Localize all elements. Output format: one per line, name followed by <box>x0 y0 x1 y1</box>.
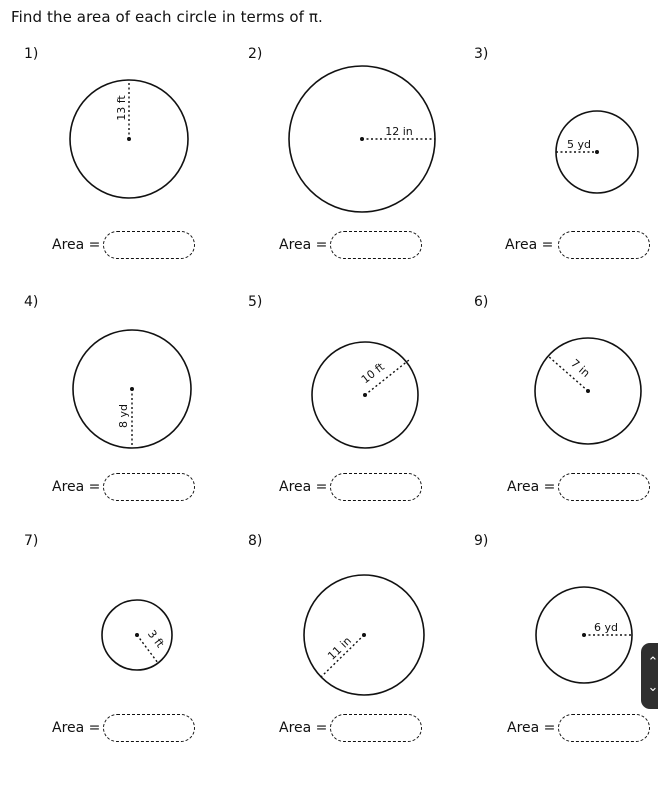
center-dot-6 <box>586 389 590 393</box>
area-label-4: Area = <box>52 479 101 495</box>
scroll-widget[interactable] <box>641 643 658 709</box>
problem-5-number: 5) <box>248 294 263 310</box>
problem-6-number: 6) <box>474 294 489 310</box>
answer-box-5[interactable] <box>330 473 422 501</box>
center-dot-2 <box>360 137 364 141</box>
answer-box-1[interactable] <box>103 231 195 259</box>
center-dot-5 <box>363 393 367 397</box>
problem-2-number: 2) <box>248 46 263 62</box>
area-label-9: Area = <box>507 720 556 736</box>
measure-label-4: 8 yd <box>117 404 130 428</box>
problem-7-number: 7) <box>24 533 39 549</box>
center-dot-7 <box>135 633 139 637</box>
area-label-1: Area = <box>52 237 101 253</box>
problem-1-number: 1) <box>24 46 39 62</box>
answer-box-2[interactable] <box>330 231 422 259</box>
measure-label-8: 11 in <box>325 634 354 663</box>
measure-label-7: 3 ft <box>145 627 167 651</box>
answer-box-4[interactable] <box>103 473 195 501</box>
center-dot-3 <box>595 150 599 154</box>
answer-box-7[interactable] <box>103 714 195 742</box>
problem-4-number: 4) <box>24 294 39 310</box>
measure-label-3: 5 yd <box>567 138 591 151</box>
area-label-5: Area = <box>279 479 328 495</box>
answer-box-8[interactable] <box>330 714 422 742</box>
problem-8-number: 8) <box>248 533 263 549</box>
area-label-7: Area = <box>52 720 101 736</box>
measure-label-9: 6 yd <box>594 621 618 634</box>
answer-box-9[interactable] <box>558 714 650 742</box>
chevron-up-icon[interactable]: ⌃ <box>647 655 658 670</box>
answer-box-3[interactable] <box>558 231 650 259</box>
problem-3-number: 3) <box>474 46 489 62</box>
center-dot-4 <box>130 387 134 391</box>
answer-box-6[interactable] <box>558 473 650 501</box>
measure-label-1: 13 ft <box>115 95 128 121</box>
center-dot-1 <box>127 137 131 141</box>
instructions: Find the area of each circle in terms of π. <box>11 8 323 26</box>
area-label-3: Area = <box>505 237 554 253</box>
area-label-6: Area = <box>507 479 556 495</box>
center-dot-8 <box>362 633 366 637</box>
problem-9-number: 9) <box>474 533 489 549</box>
measure-label-6: 7 in <box>568 356 593 380</box>
measure-label-5: 10 ft <box>358 360 387 387</box>
center-dot-9 <box>582 633 586 637</box>
measure-label-2: 12 in <box>385 125 413 138</box>
area-label-2: Area = <box>279 237 328 253</box>
area-label-8: Area = <box>279 720 328 736</box>
chevron-down-icon[interactable]: ⌄ <box>647 680 658 695</box>
